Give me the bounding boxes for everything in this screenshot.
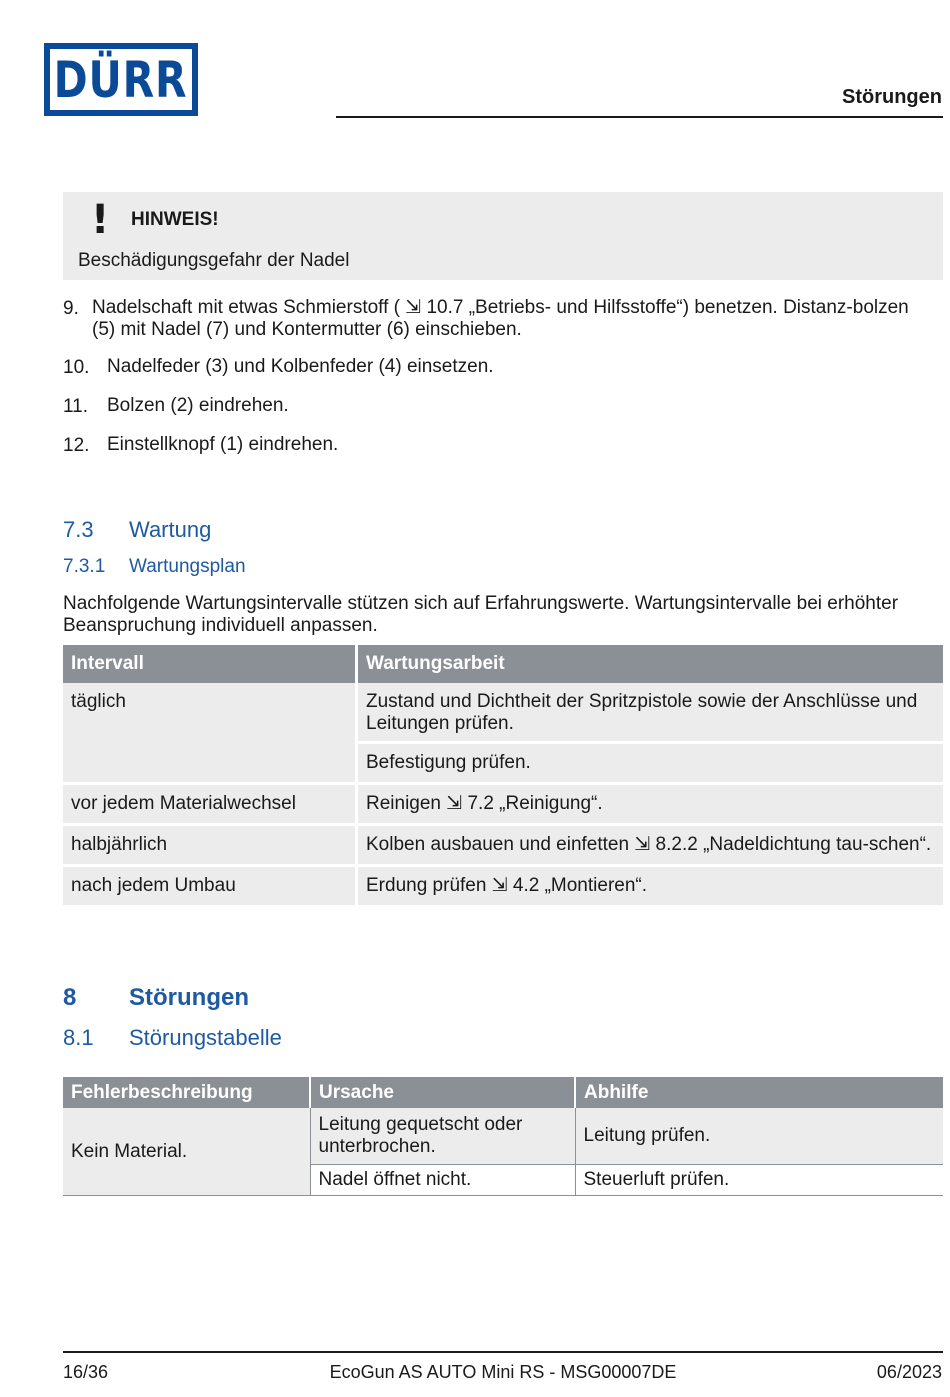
step-number: 11. <box>63 396 89 417</box>
section-number: 7.3 <box>63 517 94 542</box>
table-row <box>63 784 943 825</box>
exclamation-icon: ! <box>91 197 110 243</box>
list-item <box>63 395 933 417</box>
section-title: Störungen <box>129 984 249 1011</box>
list-item <box>63 356 933 378</box>
footer-divider <box>63 1351 943 1353</box>
document-title: EcoGun AS AUTO Mini RS - MSG00007DE <box>329 1362 677 1382</box>
table-row <box>63 683 943 743</box>
notice-text: Beschädigungsgefahr der Nadel <box>78 250 350 271</box>
cause-cell: Nadel öffnet nicht. <box>310 1165 575 1196</box>
section-number: 8.1 <box>63 1025 94 1050</box>
notice-box <box>63 192 943 280</box>
fault-table <box>63 1077 943 1196</box>
section-title: Wartung <box>129 517 212 542</box>
work-cell: Zustand und Dichtheit der Spritzpistole sowie der Anschlüsse und Leitungen prüfen. <box>357 683 944 743</box>
interval-cell: vor jedem Materialwechsel <box>63 784 357 825</box>
durr-logo <box>44 43 198 116</box>
cause-cell: Leitung gequetscht oder unterbrochen. <box>310 1108 575 1165</box>
page-number: 16/36 <box>63 1362 109 1382</box>
logo-text: DÜRR <box>54 50 188 109</box>
column-header: Ursache <box>310 1077 575 1108</box>
table-row <box>63 825 943 866</box>
table-row <box>63 866 943 906</box>
step-text: Bolzen (2) eindrehen. <box>107 395 289 416</box>
column-header: Intervall <box>63 645 357 683</box>
column-header: Wartungsarbeit <box>357 645 944 683</box>
interval-cell: täglich <box>63 683 357 784</box>
list-item <box>63 434 933 456</box>
intro-paragraph: Nachfolgende Wartungsintervalle stützen sich auf Erfahrungswerte. Wartungsintervalle bei erhöhter Beanspruchung individuell anpassen. <box>63 593 899 636</box>
notice-title: HINWEIS! <box>131 209 219 230</box>
work-cell: Reinigen ⇲ 7.2 „Reinigung“. <box>357 784 944 825</box>
interval-cell: nach jedem Umbau <box>63 866 357 906</box>
column-header: Fehlerbeschreibung <box>63 1077 310 1108</box>
header-section-title: Störungen <box>842 86 942 108</box>
header-divider <box>336 116 943 118</box>
step-number: 12. <box>63 435 90 456</box>
step-text: Nadelschaft mit etwas Schmierstoff ( ⇲ 10.7 „Betriebs- und Hilfsstoffe“) benetzen. Distanz-bolzen (5) mit Nadel (7) und Kontermutter (6) einschieben. <box>92 297 909 340</box>
step-text: Einstellknopf (1) eindrehen. <box>107 434 339 455</box>
work-cell: Erdung prüfen ⇲ 4.2 „Montieren“. <box>357 866 944 906</box>
maintenance-table <box>63 645 943 905</box>
remedy-cell: Leitung prüfen. <box>575 1108 943 1165</box>
table-header-row <box>63 645 943 683</box>
step-text: Nadelfeder (3) und Kolbenfeder (4) einsetzen. <box>107 356 494 377</box>
table-header-row <box>63 1077 943 1108</box>
section-number: 8 <box>63 984 77 1011</box>
document-date: 06/2023 <box>876 1362 942 1382</box>
column-header: Abhilfe <box>575 1077 943 1108</box>
table-row <box>63 1108 943 1165</box>
list-item <box>63 297 933 341</box>
interval-cell: halbjährlich <box>63 825 357 866</box>
fault-description-cell: Kein Material. <box>63 1108 310 1196</box>
section-title: Wartungsplan <box>129 556 246 577</box>
section-title: Störungstabelle <box>129 1025 282 1050</box>
remedy-cell: Steuerluft prüfen. <box>575 1165 943 1196</box>
work-cell: Kolben ausbauen und einfetten ⇲ 8.2.2 „Nadeldichtung tau-schen“. <box>357 825 944 866</box>
step-number: 9. <box>63 298 79 319</box>
section-number: 7.3.1 <box>63 556 106 577</box>
work-cell: Befestigung prüfen. <box>357 743 944 784</box>
step-number: 10. <box>63 357 90 378</box>
